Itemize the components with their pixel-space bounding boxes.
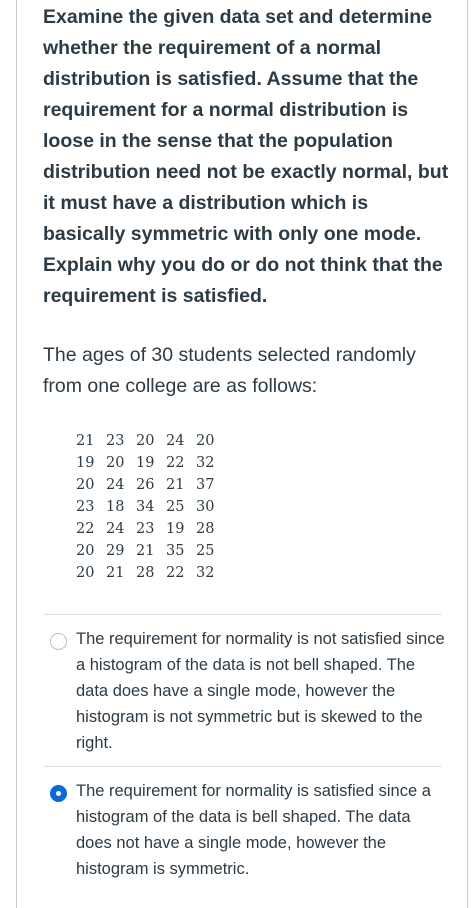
- data-value: 34: [136, 499, 155, 515]
- question-intro: The ages of 30 students selected randomly from one college are as follows:: [43, 344, 416, 397]
- answer-option-1[interactable]: [44, 626, 444, 756]
- data-value: 26: [136, 477, 155, 493]
- data-value: 21: [106, 565, 125, 581]
- data-row: [76, 474, 226, 496]
- data-value: 28: [136, 565, 155, 581]
- data-value: 24: [106, 477, 125, 493]
- answer-option-text[interactable]: The requirement for normality is not satisfied since a histogram of the data is not bell shaped. The data does have a single mode, however the histogram is not symmetric but is skewed to the right.: [76, 630, 445, 752]
- data-value: 20: [136, 433, 155, 449]
- data-value: 20: [76, 565, 95, 581]
- data-value: 25: [166, 499, 185, 515]
- data-value: 24: [166, 433, 185, 449]
- data-value: 24: [106, 521, 125, 537]
- data-value: 30: [196, 499, 215, 515]
- radio-unselected-icon[interactable]: [50, 633, 67, 650]
- radio-selected-icon[interactable]: [50, 785, 67, 802]
- data-value: 22: [76, 521, 95, 537]
- data-value: 32: [196, 455, 215, 471]
- data-row: [76, 562, 226, 584]
- data-value: 23: [76, 499, 95, 515]
- data-row: [76, 496, 226, 518]
- data-value: 22: [166, 565, 185, 581]
- question-prompt: Examine the given data set and determine whether the requirement of a normal distribution is satisfied. Assume that the requirement for a normal distribution is loose in the sense that the population distribution need not be exactly normal, but it must have a distribution which is basically symmetric with only one mode. Explain why you do or do not think that the requirement is satisfied.: [43, 6, 449, 307]
- answer-option-2[interactable]: [44, 778, 444, 882]
- data-value: 20: [76, 477, 95, 493]
- data-row: [76, 518, 226, 540]
- data-value: 19: [136, 455, 155, 471]
- data-value: 19: [166, 521, 185, 537]
- data-value: 21: [166, 477, 185, 493]
- data-value: 20: [76, 543, 95, 559]
- data-set: [76, 430, 226, 584]
- answer-divider: [44, 614, 442, 615]
- data-row: [76, 430, 226, 452]
- data-value: 23: [106, 433, 125, 449]
- data-value: 20: [106, 455, 125, 471]
- data-value: 35: [166, 543, 185, 559]
- answer-option-text[interactable]: The requirement for normality is satisfied since a histogram of the data is bell shaped. The data does not have a single mode, however the histogram is symmetric.: [76, 782, 431, 878]
- data-value: 32: [196, 565, 215, 581]
- data-value: 29: [106, 543, 125, 559]
- data-value: 37: [196, 477, 215, 493]
- answer-divider: [44, 766, 442, 767]
- data-value: 25: [196, 543, 215, 559]
- data-value: 19: [76, 455, 95, 471]
- data-row: [76, 540, 226, 562]
- data-value: 28: [196, 521, 215, 537]
- data-value: 21: [76, 433, 95, 449]
- data-value: 23: [136, 521, 155, 537]
- data-value: 21: [136, 543, 155, 559]
- data-row: [76, 452, 226, 474]
- data-value: 22: [166, 455, 185, 471]
- data-value: 18: [106, 499, 125, 515]
- data-value: 20: [196, 433, 215, 449]
